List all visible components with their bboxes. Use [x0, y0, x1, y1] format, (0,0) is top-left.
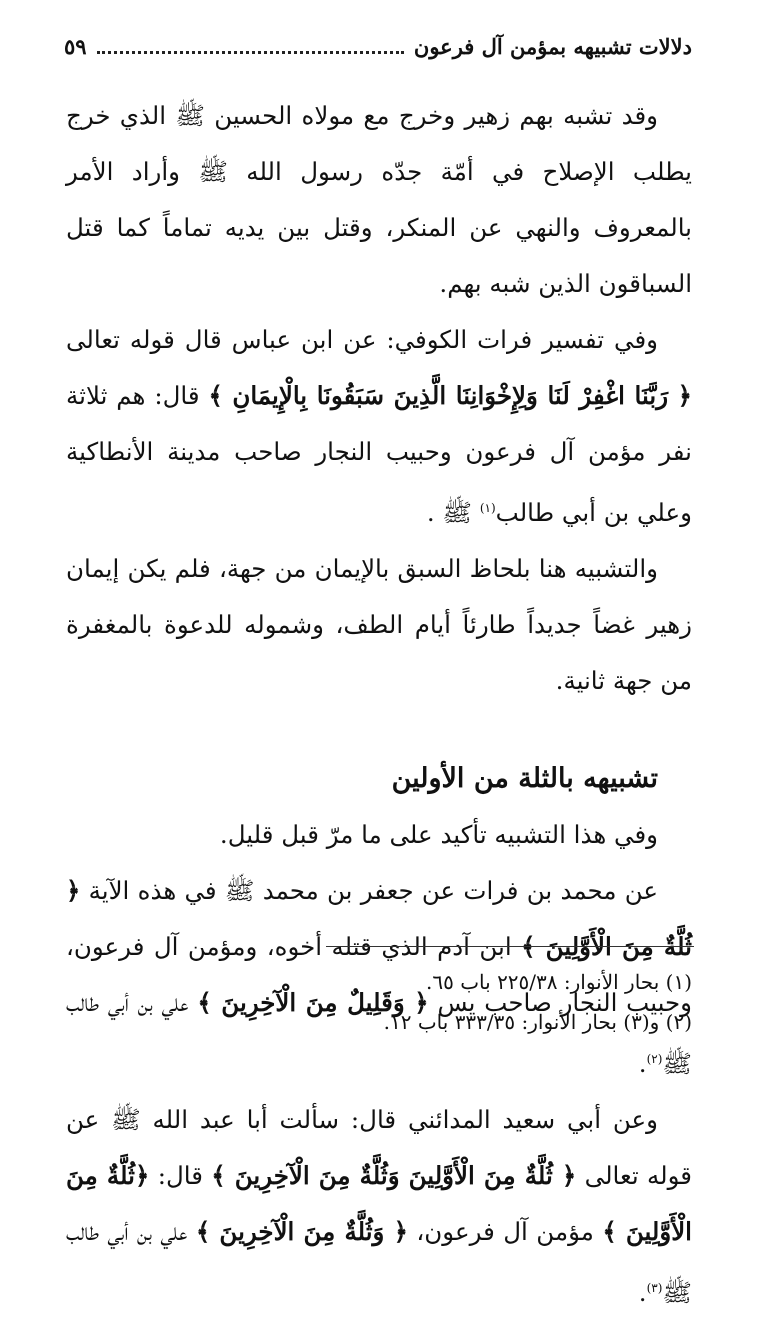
paragraph-5: عن محمد بن فرات عن جعفر بن محمد ﷺ في هذه الآية ﴿ ثُلَّةٌ مِنَ الْأَوَّلِينَ ﴾ ابن آدم الذي قتله أخوه، ومؤمن آل فرعون، وحبيب النجار صاحب يس ﴿ وَقَلِيلٌ مِنَ الْآخِرِينَ ﴾ علي بن أبي طالب ﷺ$^{(٢)}$.: [66, 876, 693, 1079]
quran-verse: ﴿ ثُلَّةٌ مِنَ الْأَوَّلِينَ ﴾: [66, 876, 692, 962]
paragraph-1: وقد تشبه بهم زهير وخرج مع مولاه الحسين ﷺ الذي خرج يطلب الإصلاح في أمّة جدّه رسول الله ﷺ وأراد الأمر بالمعروف والنهي عن المنكر، وقتل بين يديه تماماً كما قتل السباقون الذين شبه بهم.: [66, 101, 692, 298]
quran-verse: ﴿ وَقَلِيلٌ مِنَ الْآخِرِينَ ﴾: [197, 988, 429, 1018]
main-text: [66, 88, 692, 1321]
paragraph-2-end: ﷺ .: [426, 498, 473, 528]
paragraph-5-text-c: علي بن أبي طالب ﷺ: [66, 988, 692, 1079]
quran-verse: ﴿ثُلَّةٌ مِنَ الْأَوَّلِينَ ﴾: [66, 1161, 692, 1247]
footnote-1: (١) بحار الأنوار: ٢٢٥/٣٨ باب ٦٥.: [426, 970, 692, 994]
section-title: تشبيهه بالثلة من الأولين: [391, 763, 658, 795]
footnote-ref-3: (٣): [646, 1281, 663, 1296]
quran-verse: ﴿ ثُلَّةٌ مِنَ الْأَوَّلِينَ وَثُلَّةٌ مِنَ الْآخِرِينَ ﴾: [211, 1161, 577, 1191]
paragraph-6-text-d: علي بن أبي طالب ﷺ: [66, 1217, 692, 1308]
footnote-2: (٢) و(٣) بحار الأنوار: ٣٣٣/٣٥ باب ١٢.: [383, 1010, 692, 1034]
paragraph-5-text-b: ابن آدم الذي قتله أخوه، ومؤمن آل فرعون، وحبيب النجار صاحب يس: [66, 932, 693, 1018]
footnote-ref-1: (١): [479, 501, 496, 515]
paragraph-6-text-c: مؤمن آل فرعون،: [416, 1217, 594, 1247]
quran-verse: ﴿ وَثُلَّةٌ مِنَ الْآخِرِينَ ﴾: [195, 1217, 408, 1247]
paragraph-3: والتشبيه هنا بلحاظ السبق بالإيمان من جهة، فلم يكن إيمان زهير غضاً جديداً طارئاً أيام الطف، وشموله للدعوة بالمغفرة من جهة ثانية.: [66, 554, 692, 696]
footnotes: [66, 962, 692, 1042]
paragraph-2-text-a: وفي تفسير فرات الكوفي: عن ابن عباس قال قوله تعالى: [66, 325, 658, 354]
paragraph-6-text-b: قال:: [157, 1161, 203, 1191]
page-header: [64, 30, 692, 62]
footnote-ref-2: (٢): [646, 1052, 663, 1067]
running-title: دلالات تشبيهه بمؤمن آل فرعون: [413, 33, 692, 59]
paragraph-2-text-b: قال: هم ثلاثة نفر مؤمن آل فرعون وحبيب النجار صاحب مدينة الأنطاكية وعلي بن أبي طالب: [66, 381, 692, 528]
paragraph-6: وعن أبي سعيد المدائني قال: سألت أبا عبد الله ﷺ عن قوله تعالى ﴿ ثُلَّةٌ مِنَ الْأَوَّلِينَ وَثُلَّةٌ مِنَ الْآخِرِينَ ﴾ قال: ﴿ثُلَّةٌ مِنَ الْأَوَّلِينَ ﴾ مؤمن آل فرعون، ﴿ وَثُلَّةٌ مِنَ الْآخِرِينَ ﴾ علي بن أبي طالب ﷺ$^{(٣)}$.: [66, 1105, 692, 1308]
paragraph-4: وفي هذا التشبيه تأكيد على ما مرّ قبل قليل.: [219, 820, 658, 850]
quran-verse: ﴿ رَبَّنَا اغْفِرْ لَنَا وَلِإِخْوَانِنَا الَّذِينَ سَبَقُونَا بِالْإِيمَانِ ﴾: [208, 381, 692, 410]
page-number: ٥٩: [64, 33, 87, 59]
paragraph-5-text-a: عن محمد بن فرات عن جعفر بن محمد ﷺ في هذه الآية: [88, 876, 658, 906]
footnote-divider: [326, 946, 694, 947]
paragraph-2: [66, 312, 692, 541]
leader-dots: [97, 51, 404, 54]
paragraph-6-text-a: وعن أبي سعيد المدائني قال: سألت أبا عبد الله ﷺ عن قوله تعالى: [66, 1105, 692, 1191]
